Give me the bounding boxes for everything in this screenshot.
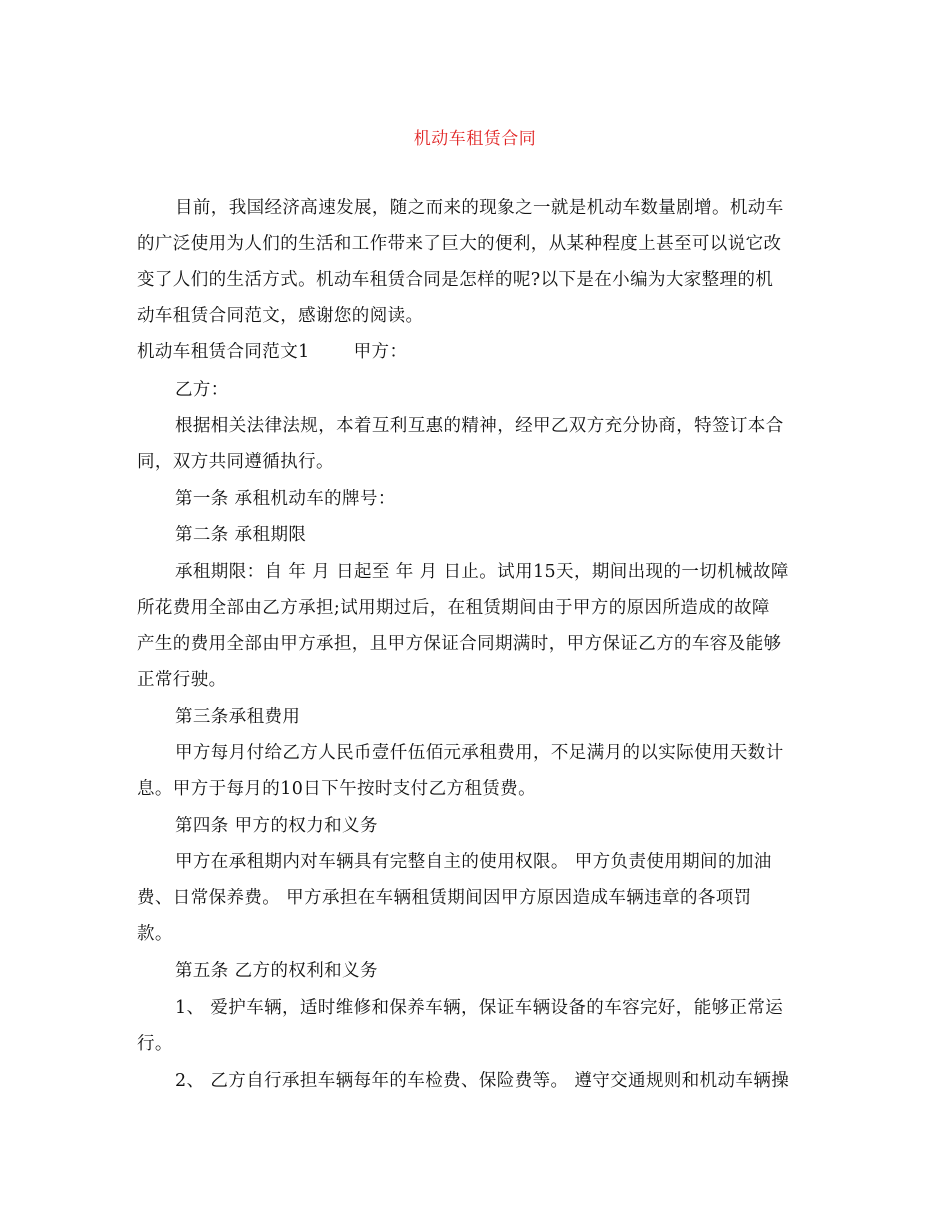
paragraph-line: 同，双方共同遵循执行。 bbox=[137, 452, 334, 472]
party-b-label: 乙方： bbox=[175, 380, 229, 400]
paragraph-line: 行。 bbox=[137, 1034, 173, 1054]
article-heading: 第二条 承租期限 bbox=[175, 525, 307, 545]
paragraph-line: 费、日常保养费。 甲方承担在车辆租赁期间因甲方原因造成车辆违章的各项罚 bbox=[137, 888, 752, 908]
article-heading: 第一条 承租机动车的牌号： bbox=[175, 489, 396, 509]
article-heading: 第三条承租费用 bbox=[175, 707, 301, 727]
paragraph-line: 甲方每月付给乙方人民币壹仟伍佰元承租费用，不足满月的以实际使用天数计 bbox=[175, 743, 784, 763]
party-a-label: 甲方： bbox=[353, 342, 408, 362]
paragraph-line: 1、 爱护车辆，适时维修和保养车辆，保证车辆设备的车容完好，能够正常运 bbox=[175, 998, 784, 1018]
paragraph-line: 产生的费用全部由甲方承担，且甲方保证合同期满时，甲方保证乙方的车容及能够 bbox=[137, 634, 782, 654]
article-heading: 第五条 乙方的权利和义务 bbox=[175, 961, 378, 981]
paragraph-line: 款。 bbox=[137, 924, 173, 944]
article-heading: 第四条 甲方的权力和义务 bbox=[175, 816, 378, 836]
document-title: 机动车租赁合同 bbox=[413, 129, 537, 149]
paragraph-line: 所花费用全部由乙方承担;试用期过后，在租赁期间由于甲方的原因所造成的故障 bbox=[137, 598, 770, 618]
paragraph-line: 甲方在承租期内对车辆具有完整自主的使用权限。 甲方负责使用期间的加油 bbox=[175, 852, 772, 872]
paragraph-line: 正常行驶。 bbox=[137, 670, 227, 690]
paragraph-line: 变了人们的生活方式。机动车租赁合同是怎样的呢?以下是在小编为大家整理的机 bbox=[137, 270, 774, 290]
paragraph-line: 2、 乙方自行承担车辆每年的车检费、保险费等。 遵守交通规则和机动车辆操 bbox=[175, 1071, 790, 1091]
section-heading-line bbox=[137, 340, 827, 364]
paragraph-line: 目前，我国经济高速发展，随之而来的现象之一就是机动车数量剧增。机动车 bbox=[175, 198, 784, 218]
paragraph-line: 承租期限：自 年 月 日起至 年 月 日止。试用15天，期间出现的一切机械故障 bbox=[175, 562, 789, 582]
paragraph-line: 息。甲方于每月的10日下午按时支付乙方租赁费。 bbox=[137, 779, 536, 799]
paragraph-line: 根据相关法律法规，本着互利互惠的精神，经甲乙双方充分协商，特签订本合 bbox=[175, 416, 784, 436]
section-heading: 机动车租赁合同范文1 bbox=[137, 342, 310, 362]
paragraph-line: 的广泛使用为人们的生活和工作带来了巨大的便利，从某种程度上甚至可以说它改 bbox=[137, 234, 782, 254]
paragraph-line: 动车租赁合同范文，感谢您的阅读。 bbox=[137, 306, 424, 326]
